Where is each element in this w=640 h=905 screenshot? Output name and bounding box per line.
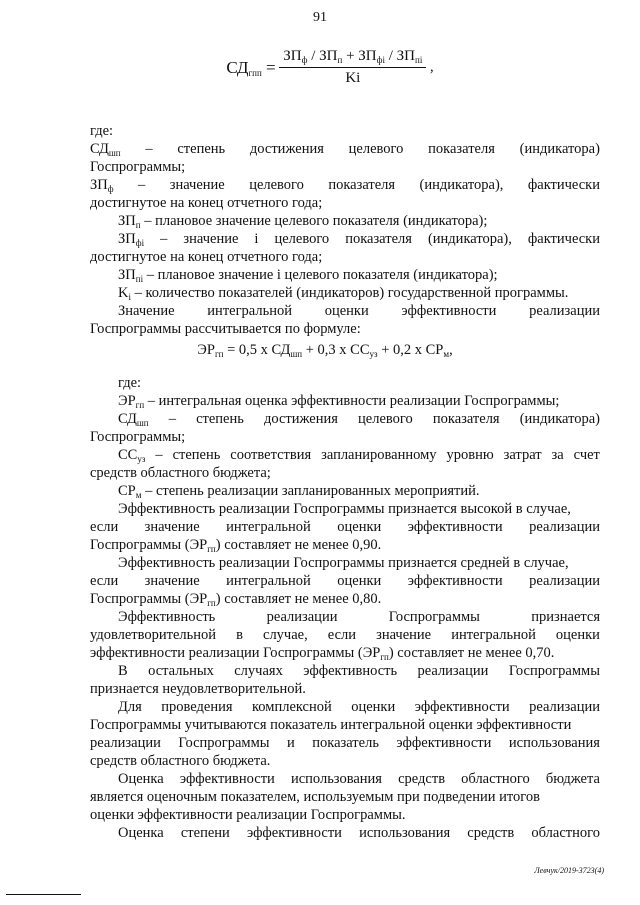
w: эффективности <box>407 573 503 589</box>
w: значение <box>183 231 239 247</box>
text-line: Госпрограммы $(ЭР_{гп})$ составляет не менее 0,90. <box>90 537 382 554</box>
w: степень <box>172 447 221 463</box>
text-line: Госпрограммы рассчитывается по формуле: <box>90 321 361 337</box>
w: реализации <box>529 573 600 589</box>
w: оценки <box>555 627 600 643</box>
w: целевого <box>249 177 304 193</box>
text-line: оценки эффективности реализации Госпрограммы. <box>90 807 406 823</box>
text-line <box>118 609 600 626</box>
w: областного <box>531 825 600 841</box>
w: бюджета <box>545 771 600 787</box>
w: целевого <box>358 411 413 427</box>
w: интегральной <box>226 519 311 535</box>
def-sd: $СД_{шп}$ – степень достижения целевого показателя (индикатора) <box>90 141 600 158</box>
w: эффективности <box>246 825 342 841</box>
w: эффективности <box>414 699 510 715</box>
w: за <box>551 447 564 463</box>
gde-label: где: <box>90 123 114 139</box>
w: и <box>287 735 295 751</box>
w: счет <box>573 447 600 463</box>
w: фактически <box>527 177 600 193</box>
w: фактически <box>527 231 600 247</box>
text-line: достигнутое на конец отчетного года; <box>90 249 323 265</box>
w: показателя <box>432 411 500 427</box>
w: показателя <box>328 177 396 193</box>
w: если <box>327 627 357 643</box>
footer-code: Левчук/2019-3723(4) <box>534 866 604 875</box>
gde-label: где: <box>118 375 142 391</box>
w: Для <box>118 699 142 715</box>
w: показатель <box>312 735 379 751</box>
w: i <box>254 231 259 247</box>
w: оценки <box>351 699 396 715</box>
w: оценки <box>337 573 382 589</box>
text-line <box>90 627 600 644</box>
w: значение <box>169 177 225 193</box>
w: реализации <box>417 663 489 679</box>
w: реализации <box>529 699 600 715</box>
text-line: достигнутое на конец отчетного года; <box>90 195 323 211</box>
w: признается <box>531 609 600 625</box>
def-zppi: $ЗП_{пi}$ – плановое значение i целевого показателя (индикатора); <box>118 267 498 284</box>
w: показателя <box>345 231 412 247</box>
w: оценки <box>337 519 382 535</box>
w: достижения <box>249 141 324 157</box>
w: – <box>155 447 163 463</box>
w: Госпрограммы <box>178 735 270 751</box>
w: остальных <box>148 663 214 679</box>
w: целевого <box>274 231 330 247</box>
text-line: признается неудовлетворительной. <box>90 681 306 697</box>
w: оценки <box>324 303 369 319</box>
w: значение <box>144 519 200 535</box>
w: если <box>90 573 119 589</box>
text-line: Госпрограммы; <box>90 429 186 445</box>
text-line <box>118 303 600 320</box>
w: эффективности <box>396 735 492 751</box>
w: степень <box>196 411 244 427</box>
w: использования <box>508 735 600 751</box>
w: Госпрограммы <box>388 609 480 625</box>
w: целевого <box>348 141 404 157</box>
text-line: Госпрограммы; <box>90 159 186 175</box>
w: показателя <box>428 141 495 157</box>
w: значение <box>376 627 432 643</box>
w: эффективности <box>407 519 503 535</box>
w: случае, <box>263 627 308 643</box>
def-zpfi: $ЗП_{фi}$ – значение i целевого показателя (индикатора), фактически <box>118 231 600 248</box>
w: если <box>90 519 119 535</box>
formula-denominator: Ki <box>345 70 361 86</box>
text-line <box>118 663 600 680</box>
w: степени <box>180 825 230 841</box>
w: эффективности <box>401 303 497 319</box>
w: проведения <box>161 699 233 715</box>
def-er: $ЭР_{гп}$ – интегральная оценка эффективности реализации Госпрограммы; <box>118 393 560 410</box>
text-line <box>90 573 600 590</box>
formula-tail: , <box>429 59 434 75</box>
w: – <box>160 231 168 247</box>
formula-lhs: $СД_{гпп}$ = <box>226 57 276 78</box>
text-line <box>90 519 600 536</box>
def-zpf: $ЗП_ф$ – значение целевого показателя (индикатора), фактически <box>90 177 600 194</box>
text-line <box>90 735 600 752</box>
w: комплексной <box>251 699 332 715</box>
text-line: эффективности реализации Госпрограммы $(ЭР_{гп})$ составляет не менее 0,70. <box>90 645 555 662</box>
w: интегральной <box>451 627 536 643</box>
def-ki: $K_i$ – количество показателей (индикаторов) государственной программы. <box>118 285 569 302</box>
text-line: Эффективность реализации Госпрограммы признается средней в случае, <box>118 555 569 571</box>
text-line: Эффективность реализации Госпрограммы признается высокой в случае, <box>118 501 571 517</box>
text-line: является оценочным показателем, используемым при подведении итогов <box>90 789 540 805</box>
w: реализации <box>90 735 161 751</box>
w: Оценка <box>118 771 164 787</box>
w: использования <box>359 825 451 841</box>
w: (индикатора), <box>427 231 512 247</box>
formula-numerator: $ЗП_ф / ЗП_п + ЗП_{фi} / ЗП_{пi}$ <box>279 48 426 68</box>
w: значение <box>144 573 200 589</box>
w: областного <box>461 771 530 787</box>
text-line: Госпрограммы учитываются показатель интегральной оценки эффективности <box>90 717 572 733</box>
w: – <box>145 141 153 157</box>
formula-fraction <box>279 48 426 87</box>
text-line <box>118 771 600 788</box>
text-line: средств областного бюджета. <box>90 753 271 769</box>
w: (индикатора) <box>519 141 600 157</box>
w: средств <box>398 771 446 787</box>
w: – <box>168 411 176 427</box>
w: реализации <box>266 609 338 625</box>
text-line: средств областного бюджета; <box>90 465 271 481</box>
w: Госпрограммы <box>508 663 600 679</box>
formula-sd <box>200 48 460 87</box>
w: (индикатора), <box>419 177 504 193</box>
w: интегральной <box>226 573 311 589</box>
w: Эффективность <box>118 609 216 625</box>
w: реализации <box>529 303 600 319</box>
w: Значение <box>118 303 175 319</box>
text-line: Госпрограммы $(ЭР_{гп})$ составляет не менее 0,80. <box>90 591 382 608</box>
w: Оценка <box>118 825 164 841</box>
formula-er: $ЭР_{гп} = 0,5$ х $СД_{шп} + 0,3$ х $СС_{уз} + 0,2$ х $СР_м$, <box>197 342 453 359</box>
footer-rule <box>6 894 81 895</box>
page-number: 91 <box>313 10 327 25</box>
w: запланированному <box>321 447 437 463</box>
w: средств <box>467 825 515 841</box>
w: соответствия <box>230 447 312 463</box>
w: интегральной <box>207 303 292 319</box>
def-sd-2: $СД_{шп}$ – степень достижения целевого показателя (индикатора) <box>118 411 600 428</box>
def-sr: $СР_м$ – степень реализации запланированных мероприятий. <box>118 483 480 500</box>
text-line <box>118 699 600 716</box>
w: эффективности <box>179 771 275 787</box>
w: В <box>118 663 128 679</box>
w: – <box>138 177 146 193</box>
w: эффективность <box>303 663 398 679</box>
w: использования <box>290 771 382 787</box>
def-ss: $СС_{уз}$ – степень соответствия запланированному уровню затрат за счет <box>118 447 600 464</box>
w: в <box>236 627 243 643</box>
w: достижения <box>263 411 338 427</box>
w: реализации <box>529 519 600 535</box>
w: затрат <box>503 447 542 463</box>
w: уровню <box>446 447 494 463</box>
def-zpp: $ЗП_п$ – плановое значение целевого показателя (индикатора); <box>118 213 488 230</box>
text-line <box>118 825 600 842</box>
w: (индикатора) <box>519 411 600 427</box>
w: удовлетворительной <box>90 627 217 643</box>
w: степень <box>177 141 226 157</box>
w: случаях <box>234 663 283 679</box>
